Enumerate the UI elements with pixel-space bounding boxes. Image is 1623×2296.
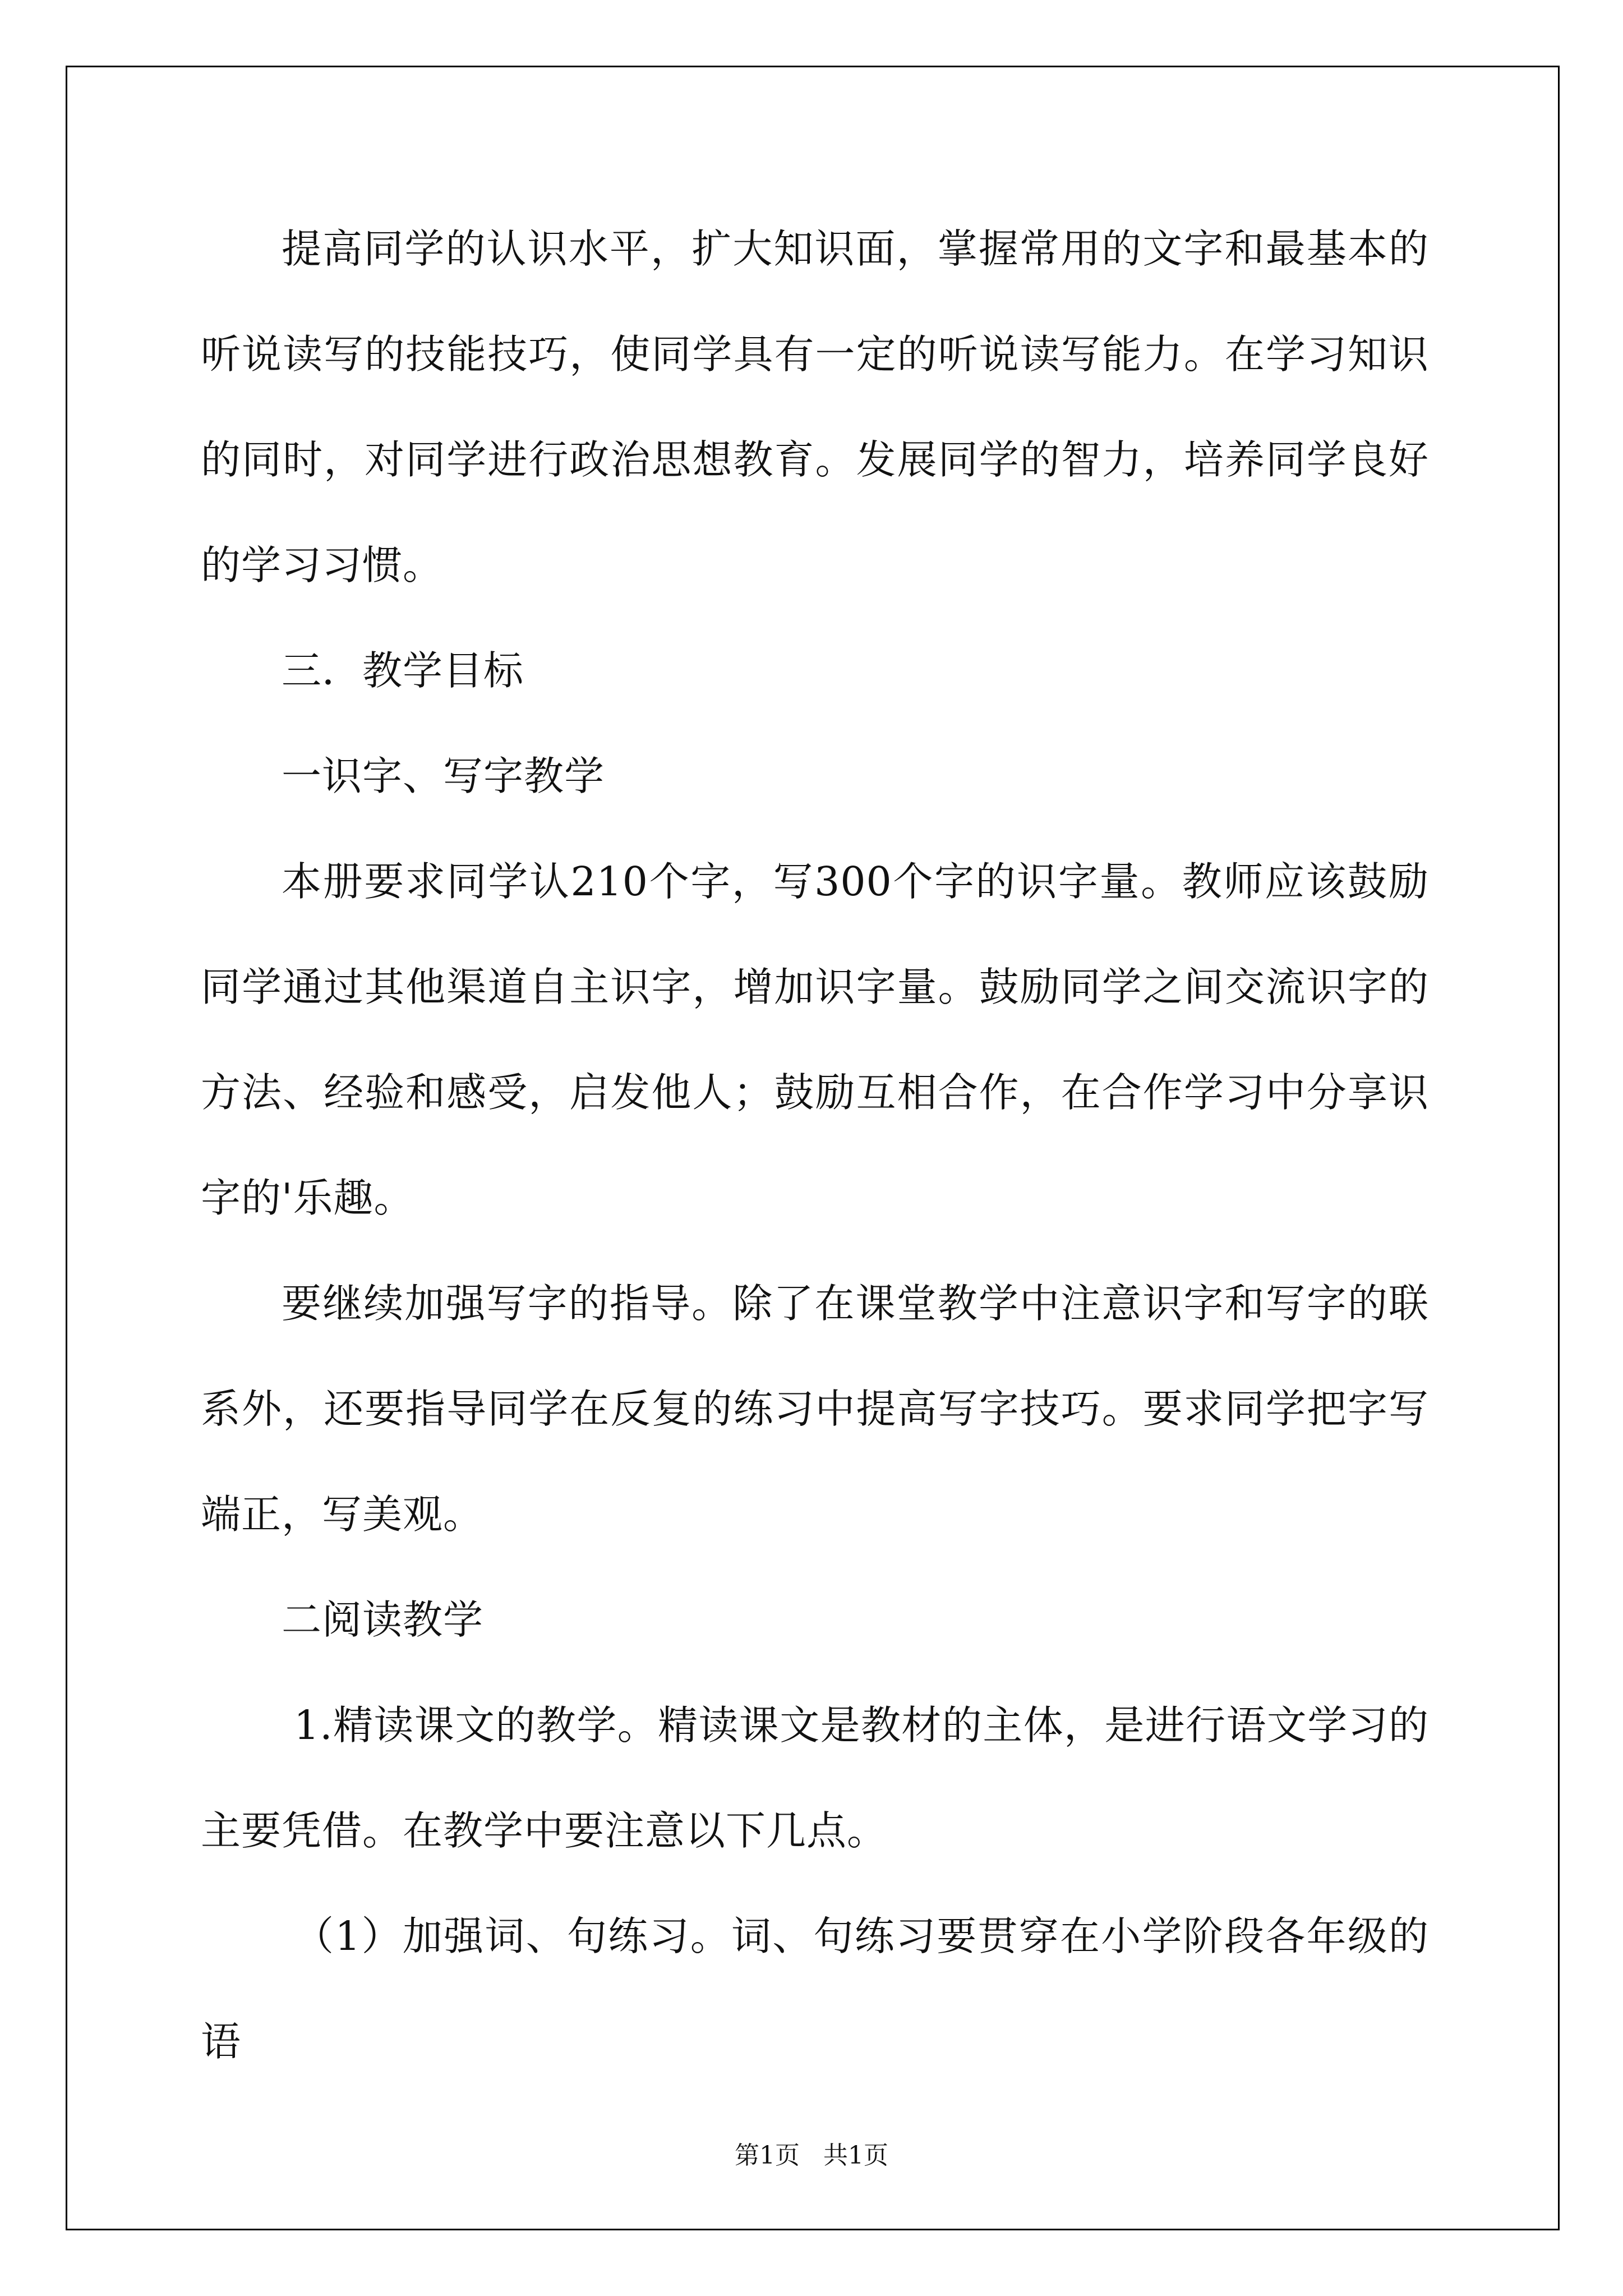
paragraph-knowledge-goals: 提高同学的认识水平，扩大知识面，掌握常用的文字和最基本的听说读写的技能技巧，使同学具有一定的听说读写能力。在学习知识的同时，对同学进行政治思想教育。发展同学的智力，培养同学良好的学习习惯。 — [201, 226, 1429, 588]
paragraph-writing-guidance: 要继续加强写字的指导。除了在课堂教学中注意识字和写字的联系外，还要指导同学在反复的练习中提高写字技巧。要求同学把字写端正，写美观。 — [201, 1280, 1429, 1538]
heading-teaching-objectives: 三．教学目标 — [282, 647, 524, 694]
paragraph-intensive-reading: 1.精读课文的教学。精读课文是教材的主体，是进行语文学习的主要凭借。在教学中要注意以下几点。 — [201, 1702, 1429, 1854]
heading-literacy-writing: 一识字、写字教学 — [282, 753, 605, 799]
document-body — [201, 196, 1429, 2095]
paragraph-literacy-requirements: 本册要求同学认210个字，写300个字的识字量。教师应该鼓励同学通过其他渠道自主识字，增加识字量。鼓励同学之间交流识字的方法、经验和感受，启发他人；鼓励互相合作，在合作学习中分享识字的'乐趣。 — [201, 858, 1429, 1221]
paragraph-word-sentence-practice: （1）加强词、句练习。词、句练习要贯穿在小学阶段各年级的语 — [201, 1913, 1429, 2065]
heading-reading-teaching: 二阅读教学 — [282, 1596, 484, 1643]
page-number-footer: 第1页 共1页 — [735, 2141, 888, 2170]
